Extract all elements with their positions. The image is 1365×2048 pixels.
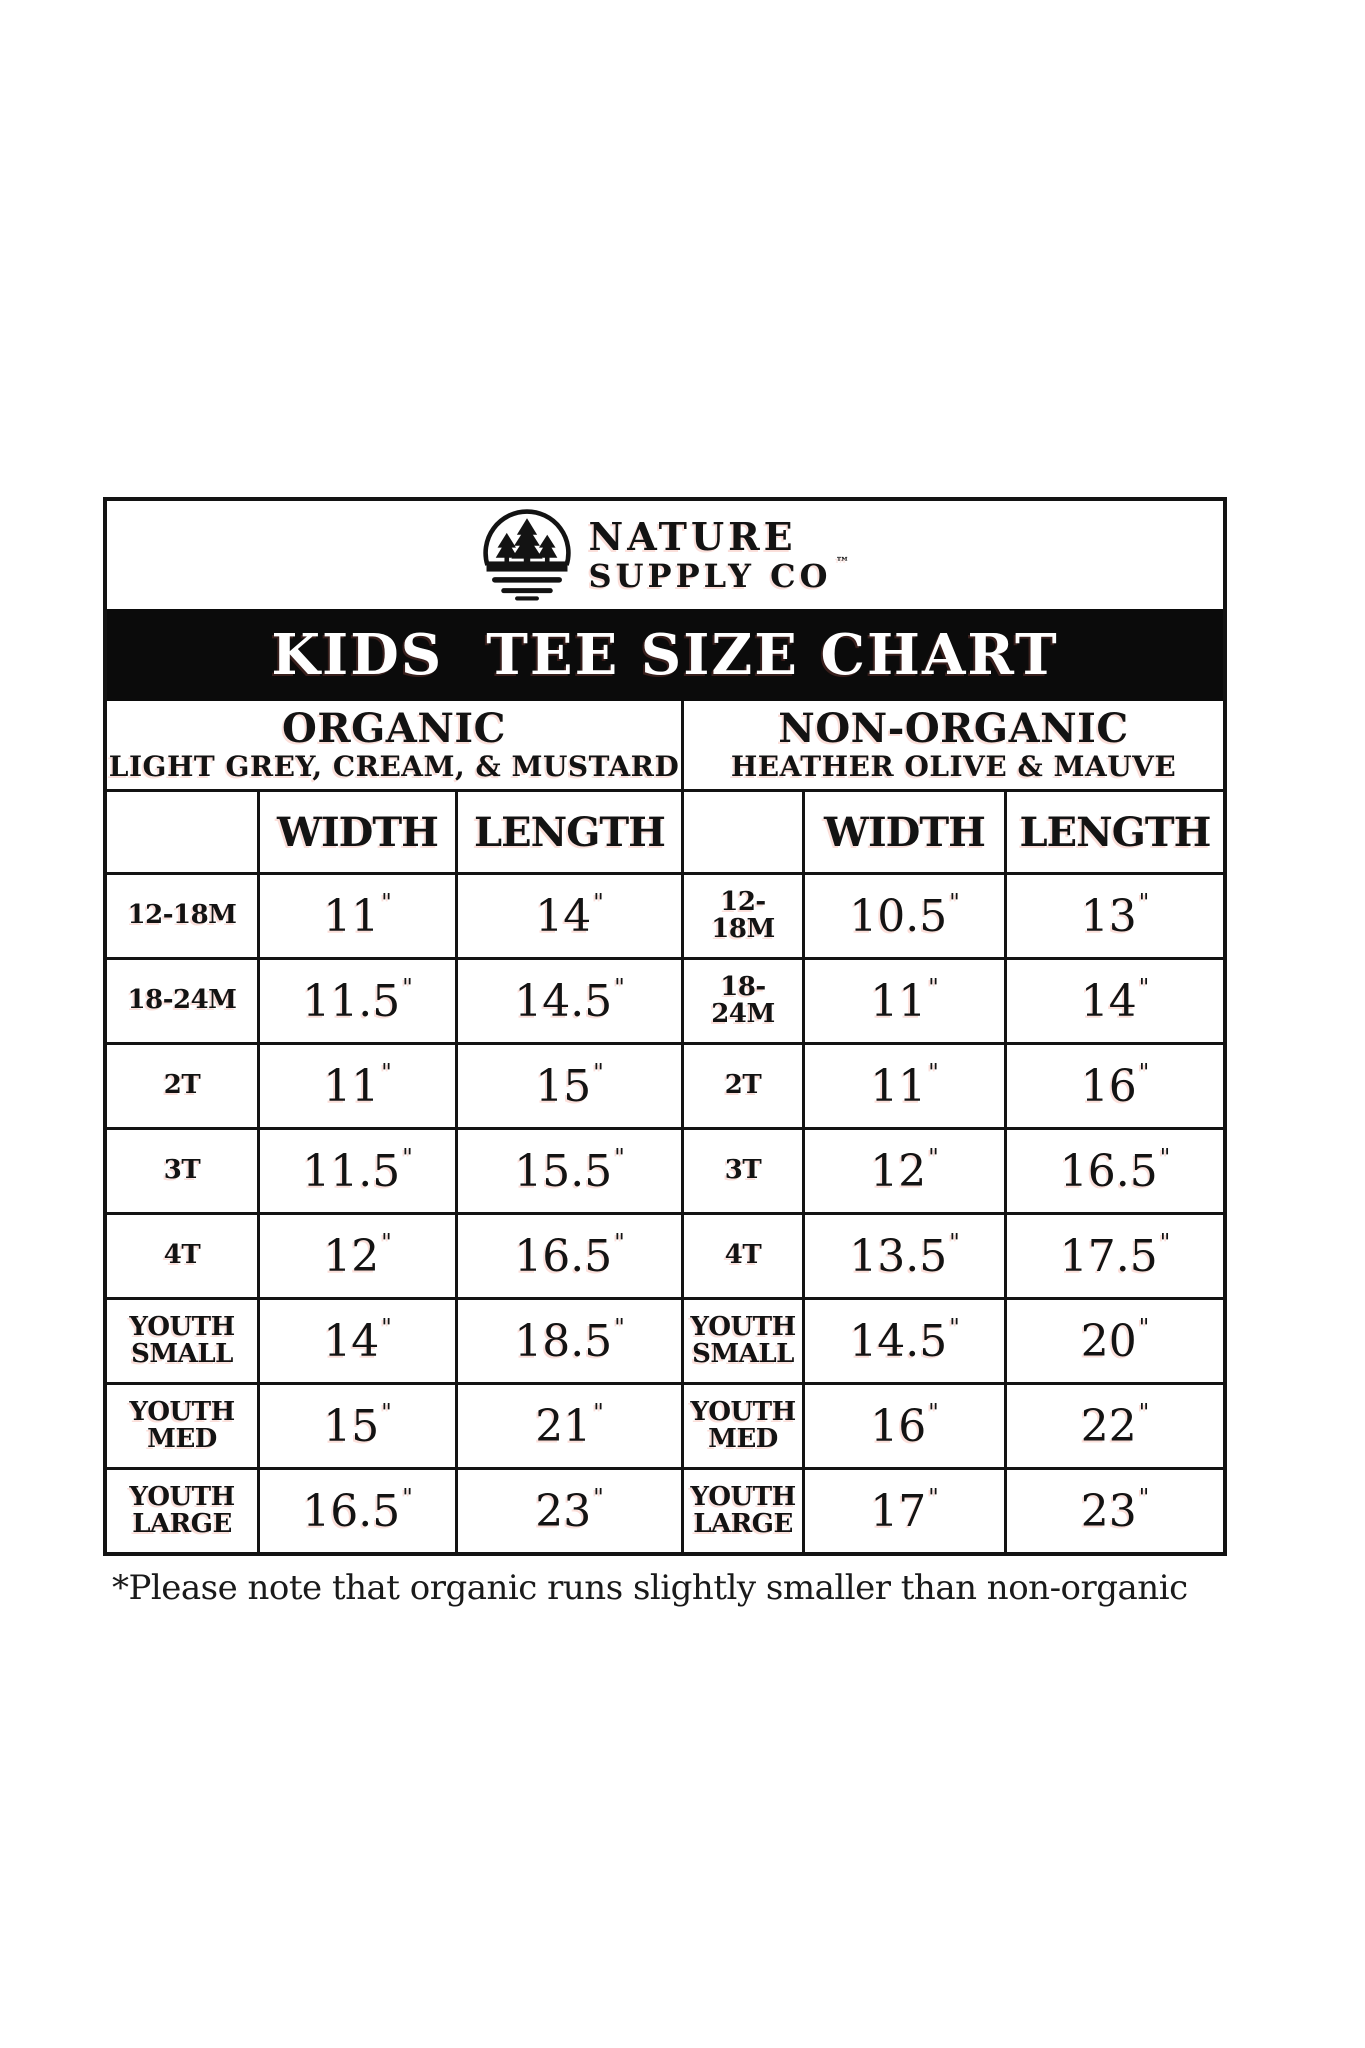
non-organic-width-value — [805, 1130, 1004, 1212]
non-organic-width-value-text: 10.5 — [849, 890, 948, 942]
organic-size-label-text: 3T — [163, 1155, 201, 1186]
organic-width-value-text: 11 — [323, 1060, 380, 1112]
non-organic-subtitle: HEATHER OLIVE & MAUVE — [730, 750, 1177, 784]
inch-mark: " — [593, 1400, 604, 1427]
organic-section-header — [107, 701, 681, 789]
non-organic-width-value-text: 13.5 — [849, 1230, 948, 1282]
organic-width-value-text: 15 — [323, 1400, 380, 1452]
non-organic-length-value-text: 13 — [1080, 890, 1137, 942]
inch-mark: " — [1159, 1230, 1171, 1257]
non-organic-title: NON-ORGANIC — [778, 705, 1129, 753]
inch-mark: " — [614, 1145, 625, 1172]
organic-width-value — [260, 1045, 455, 1127]
non-organic-size-label-text: YOUTH LARGE — [690, 1481, 796, 1539]
nature-supply-logo-icon — [481, 509, 573, 601]
organic-width-column-header — [260, 792, 455, 872]
non-organic-width-value — [805, 1385, 1004, 1467]
length-header-text: LENGTH — [1019, 808, 1211, 856]
non-organic-width-value-text: 12 — [870, 1145, 927, 1197]
non-organic-size-label — [684, 1215, 802, 1297]
non-organic-width-value-text: 17 — [870, 1485, 927, 1537]
organic-width-value — [260, 1470, 455, 1552]
non-organic-width-value-text: 11 — [870, 975, 927, 1027]
brand-name-line2-text: SUPPLY CO — [588, 557, 832, 595]
inch-mark: " — [593, 890, 604, 917]
organic-size-label — [107, 1385, 257, 1467]
non-organic-size-label-text: 2T — [724, 1070, 762, 1101]
non-organic-length-value-text: 16 — [1080, 1060, 1137, 1112]
non-organic-size-column-header — [684, 792, 802, 872]
non-organic-length-value-text: 22 — [1080, 1400, 1137, 1452]
organic-length-value — [458, 1045, 681, 1127]
organic-length-value-text: 14.5 — [514, 975, 613, 1027]
organic-size-label-text: YOUTH LARGE — [129, 1481, 235, 1539]
inch-mark: " — [614, 1230, 625, 1257]
size-table — [107, 789, 1223, 1552]
inch-mark: " — [949, 1230, 960, 1257]
brand-header — [107, 501, 1223, 609]
organic-size-label — [107, 1300, 257, 1382]
inch-mark: " — [928, 1060, 939, 1087]
non-organic-size-label — [684, 1045, 802, 1127]
non-organic-size-label-text: 18-24M — [711, 971, 775, 1029]
organic-size-label-text: 18-24M — [127, 985, 237, 1016]
organic-title: ORGANIC — [282, 705, 506, 753]
non-organic-width-value — [805, 875, 1004, 957]
organic-length-value — [458, 875, 681, 957]
inch-mark: " — [928, 975, 939, 1002]
inch-mark: " — [593, 1060, 604, 1087]
non-organic-size-label-text: 3T — [724, 1155, 762, 1186]
organic-size-column-header — [107, 792, 257, 872]
organic-length-value-text: 21 — [535, 1400, 592, 1452]
non-organic-width-value-text: 16 — [870, 1400, 927, 1452]
inch-mark: " — [614, 1315, 625, 1342]
organic-width-value — [260, 1300, 455, 1382]
organic-width-value — [260, 1130, 455, 1212]
non-organic-size-label-text: 12-18M — [711, 886, 775, 944]
non-organic-size-label-text: YOUTH SMALL — [690, 1311, 796, 1369]
organic-length-value-text: 18.5 — [514, 1315, 613, 1367]
inch-mark: " — [402, 1485, 413, 1512]
non-organic-length-value-text: 16.5 — [1059, 1145, 1158, 1197]
non-organic-length-value — [1007, 1215, 1223, 1297]
non-organic-size-label — [684, 960, 802, 1042]
organic-width-value-text: 12 — [323, 1230, 380, 1282]
non-organic-length-value — [1007, 1130, 1223, 1212]
non-organic-size-label-text: YOUTH MED — [690, 1396, 796, 1454]
organic-size-label-text: 2T — [163, 1070, 201, 1101]
non-organic-width-value — [805, 1045, 1004, 1127]
inch-mark: " — [381, 1230, 392, 1257]
non-organic-length-value-text: 23 — [1080, 1485, 1137, 1537]
organic-width-value-text: 16.5 — [302, 1485, 401, 1537]
organic-width-value-text: 14 — [323, 1315, 380, 1367]
inch-mark: " — [381, 890, 392, 917]
inch-mark: " — [1138, 975, 1150, 1002]
non-organic-length-column-header — [1007, 792, 1223, 872]
inch-mark: " — [1138, 1315, 1150, 1342]
inch-mark: " — [593, 1485, 604, 1512]
non-organic-length-value-text: 20 — [1080, 1315, 1137, 1367]
organic-size-label — [107, 1215, 257, 1297]
page-title: KIDS TEE SIZE CHART — [271, 622, 1059, 688]
width-header-text: WIDTH — [824, 808, 985, 856]
inch-mark: " — [614, 975, 625, 1002]
organic-length-value — [458, 960, 681, 1042]
trademark-symbol: ™ — [835, 555, 854, 571]
organic-subtitle: LIGHT GREY, CREAM, & MUSTARD — [108, 750, 680, 784]
brand-name-line1: NATURE — [588, 514, 797, 559]
non-organic-width-value — [805, 1215, 1004, 1297]
non-organic-size-label — [684, 1470, 802, 1552]
organic-width-value — [260, 960, 455, 1042]
organic-width-value — [260, 1215, 455, 1297]
organic-length-value — [458, 1300, 681, 1382]
organic-size-label — [107, 875, 257, 957]
non-organic-section-header — [684, 701, 1223, 789]
organic-length-value-text: 16.5 — [514, 1230, 613, 1282]
inch-mark: " — [402, 1145, 413, 1172]
inch-mark: " — [928, 1400, 939, 1427]
non-organic-size-label-text: 4T — [724, 1240, 762, 1271]
non-organic-length-value — [1007, 960, 1223, 1042]
inch-mark: " — [381, 1060, 392, 1087]
organic-size-label-text: 4T — [163, 1240, 201, 1271]
non-organic-length-value — [1007, 1385, 1223, 1467]
organic-length-value — [458, 1215, 681, 1297]
organic-size-label-text: YOUTH SMALL — [129, 1311, 235, 1369]
organic-width-value-text: 11.5 — [302, 1145, 401, 1197]
non-organic-size-label — [684, 875, 802, 957]
inch-mark: " — [1138, 1485, 1150, 1512]
non-organic-width-value — [805, 960, 1004, 1042]
non-organic-length-value — [1007, 875, 1223, 957]
inch-mark: " — [1159, 1145, 1171, 1172]
footnote: *Please note that organic runs slightly smaller than non-organic — [112, 1568, 1188, 1608]
inch-mark: " — [949, 890, 960, 917]
inch-mark: " — [381, 1400, 392, 1427]
non-organic-width-value — [805, 1300, 1004, 1382]
length-header-text: LENGTH — [474, 808, 665, 856]
organic-size-label — [107, 1470, 257, 1552]
non-organic-length-value — [1007, 1045, 1223, 1127]
non-organic-width-value-text: 11 — [870, 1060, 927, 1112]
organic-length-value-text: 23 — [535, 1485, 592, 1537]
inch-mark: " — [928, 1145, 939, 1172]
non-organic-length-value — [1007, 1300, 1223, 1382]
organic-size-label-text: YOUTH MED — [129, 1396, 235, 1454]
non-organic-width-value — [805, 1470, 1004, 1552]
organic-width-value — [260, 875, 455, 957]
kids-tee-size-chart — [103, 497, 1227, 1556]
non-organic-size-label — [684, 1385, 802, 1467]
non-organic-length-value — [1007, 1470, 1223, 1552]
organic-size-label-text: 12-18M — [127, 900, 237, 931]
organic-width-value — [260, 1385, 455, 1467]
organic-size-label — [107, 1130, 257, 1212]
brand-name-line2 — [588, 555, 854, 595]
organic-width-value-text: 11 — [323, 890, 380, 942]
organic-length-value — [458, 1470, 681, 1552]
brand-name — [588, 514, 854, 595]
non-organic-size-label — [684, 1300, 802, 1382]
inch-mark: " — [1138, 1400, 1150, 1427]
organic-size-label — [107, 960, 257, 1042]
non-organic-width-column-header — [805, 792, 1004, 872]
organic-length-value — [458, 1130, 681, 1212]
inch-mark: " — [1138, 890, 1150, 917]
non-organic-length-value-text: 14 — [1080, 975, 1137, 1027]
width-header-text: WIDTH — [277, 808, 438, 856]
inch-mark: " — [928, 1485, 939, 1512]
organic-width-value-text: 11.5 — [302, 975, 401, 1027]
organic-length-value — [458, 1385, 681, 1467]
non-organic-size-label — [684, 1130, 802, 1212]
title-bar — [107, 609, 1223, 701]
non-organic-width-value-text: 14.5 — [849, 1315, 948, 1367]
organic-length-column-header — [458, 792, 681, 872]
inch-mark: " — [402, 975, 413, 1002]
organic-length-value-text: 14 — [535, 890, 592, 942]
organic-length-value-text: 15.5 — [514, 1145, 613, 1197]
organic-size-label — [107, 1045, 257, 1127]
organic-length-value-text: 15 — [535, 1060, 592, 1112]
non-organic-length-value-text: 17.5 — [1059, 1230, 1158, 1282]
inch-mark: " — [949, 1315, 960, 1342]
inch-mark: " — [1138, 1060, 1150, 1087]
inch-mark: " — [381, 1315, 392, 1342]
section-header-row — [107, 701, 1223, 789]
